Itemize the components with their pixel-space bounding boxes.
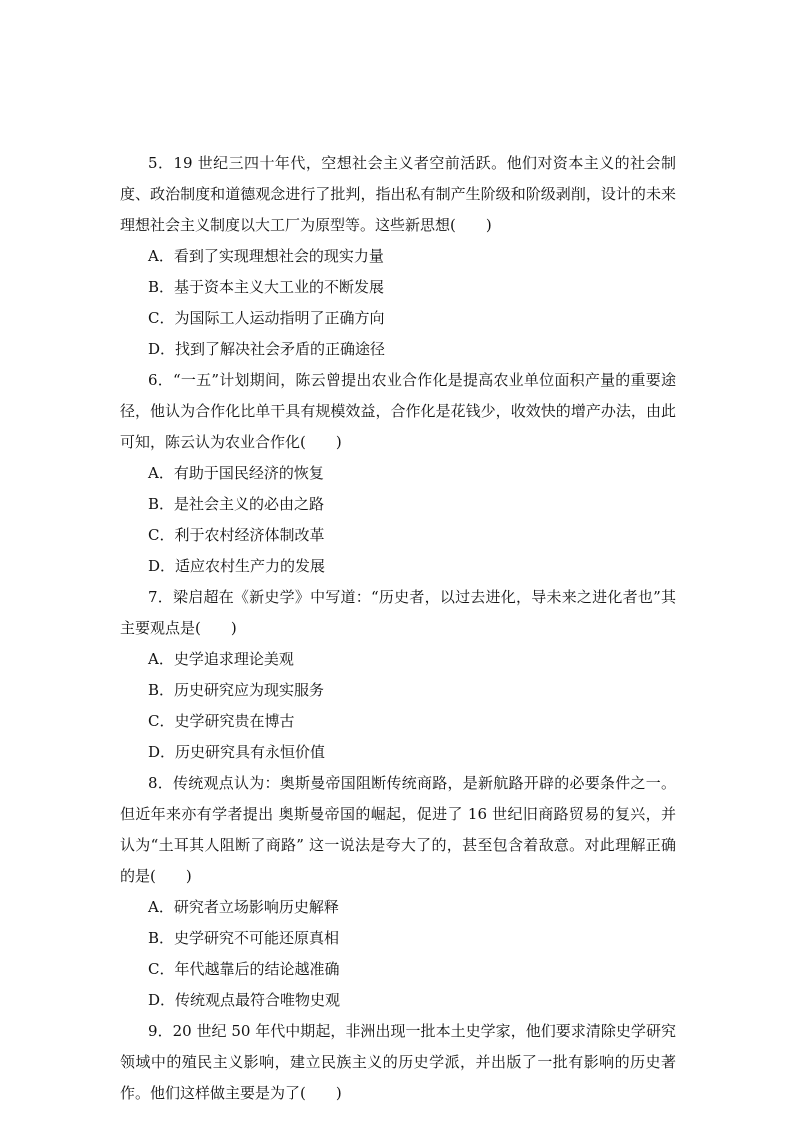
option-b: B．史学研究不可能还原真相 — [148, 929, 340, 947]
question-9 — [120, 1016, 676, 1109]
question-stem: 5．19 世纪三四十年代，空想社会主义者空前活跃。他们对资本主义的社会制度、政治制度和道德观念进行了批判，指出私有制产生阶级和阶级剥削，设计的未来理想社会主义制度以大工厂为原型等。这些新思想( ) — [120, 154, 676, 234]
option-c: C．为国际工人运动指明了正确方向 — [148, 309, 385, 327]
option-b: B．基于资本主义大工业的不断发展 — [148, 278, 385, 296]
question-stem: 7．梁启超在《新史学》中写道：“历史者，以过去进化，导未来之进化者也”其主要观点是( ) — [120, 588, 676, 637]
document-page — [120, 148, 676, 1109]
question-6 — [120, 365, 676, 582]
option-b: B．是社会主义的必由之路 — [148, 495, 325, 513]
option-d: D．历史研究具有永恒价值 — [148, 743, 326, 761]
option-a: A．史学追求理论美观 — [148, 650, 294, 668]
question-8 — [120, 768, 676, 1016]
option-c: C．年代越靠后的结论越准确 — [148, 960, 340, 978]
question-stem: 8．传统观点认为：奥斯曼帝国阻断传统商路，是新航路开辟的必要条件之一。但近年来亦有学者提出 奥斯曼帝国的崛起，促进了 16 世纪旧商路贸易的复兴，并认为“土耳其人阻断了商路” 这一说法是夸大了的，甚至包含着敌意。对此理解正确的是( ) — [120, 774, 676, 885]
option-d: D．适应农村生产力的发展 — [148, 557, 326, 575]
option-a: A．有助于国民经济的恢复 — [148, 464, 324, 482]
question-stem: 6．“一五”计划期间，陈云曾提出农业合作化是提高农业单位面积产量的重要途径，他认为合作化比单干具有规模效益，合作化是花钱少，收效快的增产办法，由此可知，陈云认为农业合作化( ) — [120, 371, 676, 451]
option-a: A．研究者立场影响历史解释 — [148, 898, 339, 916]
question-5 — [120, 148, 676, 365]
option-d: D．传统观点最符合唯物史观 — [148, 991, 341, 1009]
option-a: A．看到了实现理想社会的现实力量 — [148, 247, 384, 265]
option-b: B．历史研究应为现实服务 — [148, 681, 325, 699]
option-c: C．利于农村经济体制改革 — [148, 526, 325, 544]
question-7 — [120, 582, 676, 768]
option-c: C．史学研究贵在博古 — [148, 712, 295, 730]
question-stem: 9．20 世纪 50 年代中期起，非洲出现一批本土史学家，他们要求清除史学研究领域中的殖民主义影响，建立民族主义的历史学派，并出版了一批有影响的历史著作。他们这样做主要是为了( ) — [120, 1022, 676, 1102]
option-d: D．找到了解决社会矛盾的正确途径 — [148, 340, 386, 358]
